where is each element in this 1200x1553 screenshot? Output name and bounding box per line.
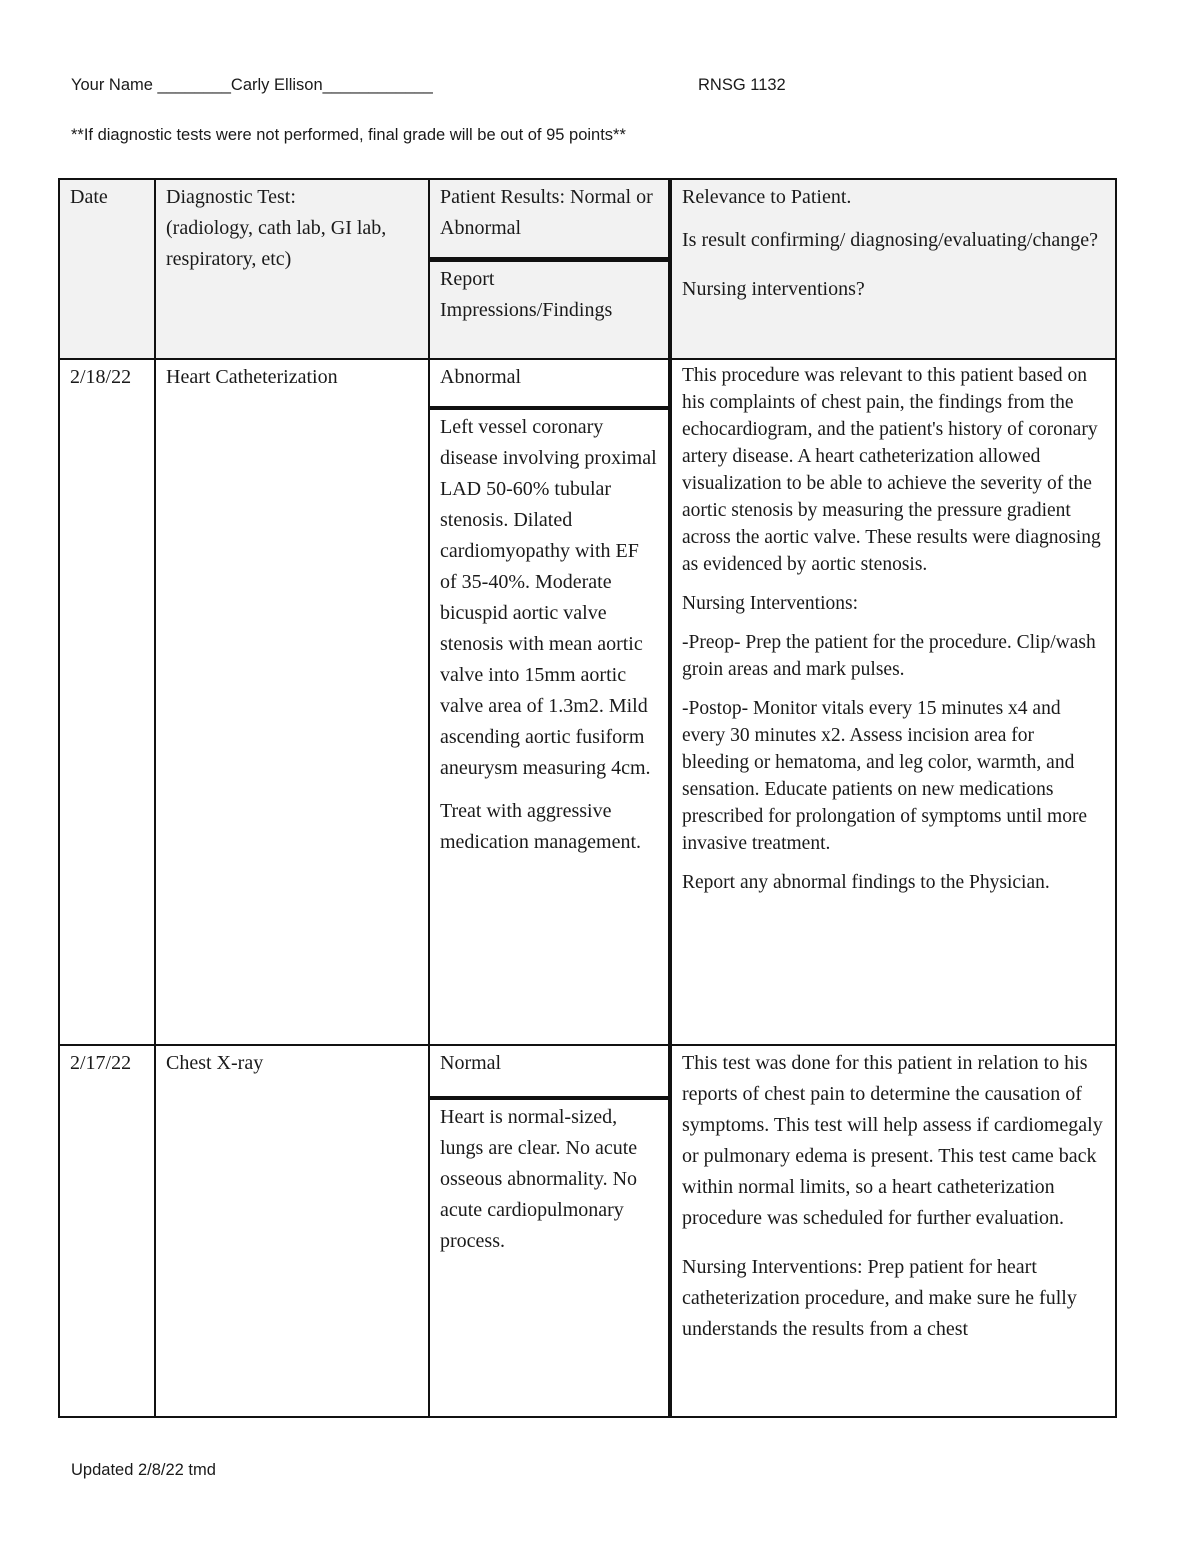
relevance-paragraph: -Postop- Monitor vitals every 15 minutes x4 and every 30 minutes x2. Assess incision area for bleeding or hematoma, and leg color, warmth, and sensation. Educate patients on new medications prescribed for prolongation of symptoms until more invasive treatment. — [682, 698, 1088, 854]
header-diagnostic-test — [155, 179, 429, 359]
diagnostic-table — [58, 178, 1117, 1418]
relevance-paragraph: Report any abnormal findings to the Physician. — [682, 872, 1050, 893]
relevance-paragraph: Nursing Interventions: Prep patient for heart catheterization procedure, and make sure he fully understands the results from a chest — [682, 1256, 1077, 1340]
table-row — [59, 1045, 1116, 1098]
relevance-paragraph: -Preop- Prep the patient for the procedure. Clip/wash groin areas and mark pulses. — [682, 632, 1096, 680]
row-findings — [429, 1098, 670, 1417]
header-nursing-question: Nursing interventions? — [682, 278, 865, 300]
header-test-examples: (radiology, cath lab, GI lab, respiratory, etc) — [166, 217, 387, 270]
findings-paragraph: Treat with aggressive medication management. — [440, 800, 642, 853]
row-test: Heart Catheterization — [155, 359, 429, 1045]
findings-paragraph: Heart is normal-sized, lungs are clear. No acute osseous abnormality. No acute cardiopulmonary process. — [440, 1106, 638, 1252]
row-result: Abnormal — [429, 359, 670, 408]
relevance-paragraph: Nursing Interventions: — [682, 593, 859, 614]
header-relevance-title: Relevance to Patient. — [682, 186, 852, 208]
row-date: 2/18/22 — [59, 359, 155, 1045]
header-date: Date — [59, 179, 155, 359]
header-relevance — [670, 179, 1116, 359]
relevance-paragraph: This test was done for this patient in relation to his reports of chest pain to determine the causation of symptoms. This test will help assess if cardiomegaly or pulmonary edema is present. This test came back within normal limits, so a heart catheterization procedure was scheduled for further evaluation. — [682, 1052, 1103, 1229]
row-findings — [429, 408, 670, 1045]
student-name-line: Your Name ________Carly Ellison____________ — [71, 76, 433, 94]
row-relevance — [670, 359, 1116, 1045]
footer-updated: Updated 2/8/22 tmd — [71, 1461, 216, 1479]
table-row — [59, 359, 1116, 408]
row-test: Chest X-ray — [155, 1045, 429, 1417]
header-patient-results: Patient Results: Normal or Abnormal — [429, 179, 670, 260]
header-row — [59, 179, 1116, 260]
row-relevance — [670, 1045, 1116, 1417]
header-test-title: Diagnostic Test: — [166, 186, 296, 208]
header-relevance-question: Is result confirming/ diagnosing/evaluating/change? — [682, 229, 1098, 251]
header-report-findings: Report Impressions/Findings — [429, 260, 670, 360]
row-date: 2/17/22 — [59, 1045, 155, 1417]
row-result: Normal — [429, 1045, 670, 1098]
findings-paragraph: Left vessel coronary disease involving proximal LAD 50-60% tubular stenosis. Dilated cardiomyopathy with EF of 35-40%. Moderate bicuspid aortic valve stenosis with mean aortic valve into 15mm aortic valve area of 1.3m2. Mild ascending aortic fusiform aneurysm measuring 4cm. — [440, 416, 657, 779]
grading-note: **If diagnostic tests were not performed, final grade will be out of 95 points** — [71, 126, 626, 144]
relevance-paragraph: This procedure was relevant to this patient based on his complaints of chest pain, the findings from the echocardiogram, and the patient's history of coronary artery disease. A heart catheterization allowed visualization to be able to achieve the severity of the aortic stenosis by measuring the pressure gradient across the aortic valve. These results were diagnosing as evidenced by aortic stenosis. — [682, 365, 1101, 575]
course-code: RNSG 1132 — [698, 76, 786, 94]
